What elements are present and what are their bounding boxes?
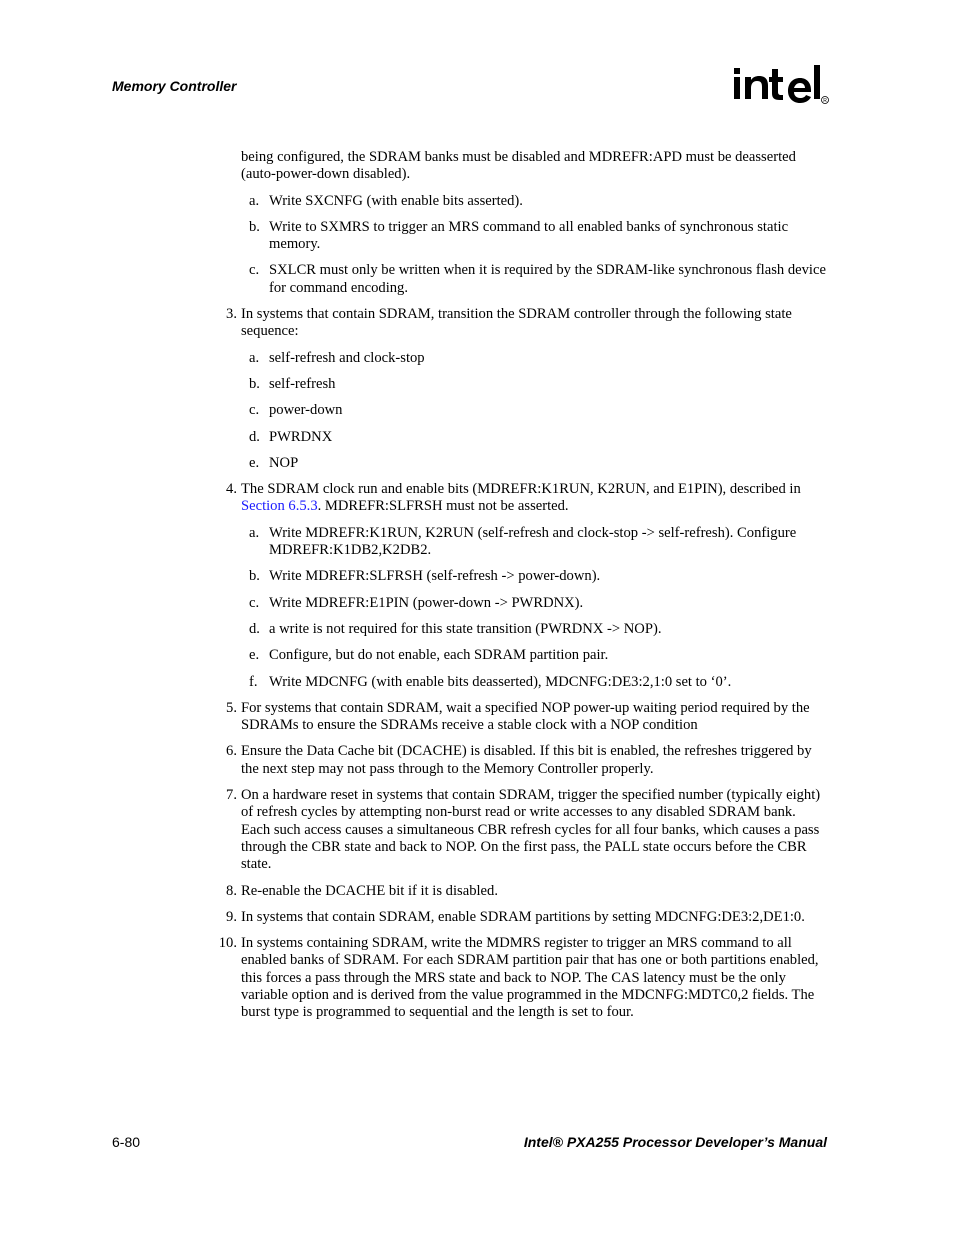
- step-text: On a hardware reset in systems that contain SDRAM, trigger the specified number (typically eight) of refresh cycles by attempting non-burst read or write accesses to any disabled SDRAM bank. Each such access causes a simultaneous CBR refresh cycles for all four banks, which causes a pass through the CBR state and back to NOP. On the first pass, the PALL state occurs before the CBR state.: [241, 787, 821, 873]
- list-item: [112, 219, 828, 254]
- step-9: [112, 909, 828, 926]
- list-label: e.: [249, 454, 260, 471]
- list-text: Configure, but do not enable, each SDRAM partition pair.: [269, 647, 609, 664]
- list-item: [112, 262, 828, 297]
- intro-paragraph: being configured, the SDRAM banks must be disabled and MDREFR:APD must be deasserted (auto-power-down disabled).: [241, 149, 796, 183]
- step-4: [112, 481, 828, 516]
- step-5: [112, 700, 828, 735]
- list-text: a write is not required for this state transition (PWRDNX -> NOP).: [269, 620, 662, 637]
- list-text: Write to SXMRS to trigger an MRS command to all enabled banks of synchronous static memory.: [269, 218, 789, 253]
- svg-text:R: R: [823, 98, 827, 105]
- step-number: 6.: [226, 743, 237, 760]
- intel-logo: [733, 62, 833, 118]
- list-item: [112, 193, 828, 210]
- step-10: [112, 935, 828, 1021]
- list-text: Write MDCNFG (with enable bits deasserted), MDCNFG:DE3:2,1:0 set to ‘0’.: [269, 673, 732, 690]
- step-number: 8.: [226, 882, 237, 899]
- step-text-before: The SDRAM clock run and enable bits (MDREFR:K1RUN, K2RUN, and E1PIN), described in: [241, 481, 801, 498]
- step-number: 9.: [226, 908, 237, 925]
- section-header: Memory Controller: [112, 78, 237, 94]
- list-label: e.: [249, 647, 260, 664]
- list-text: NOP: [269, 454, 299, 471]
- step-text-after: . MDREFR:SLFRSH must not be asserted.: [317, 498, 569, 515]
- list-item: [112, 595, 828, 612]
- list-item: [112, 455, 828, 472]
- list-item: [112, 525, 828, 560]
- page-number: 6-80: [112, 1134, 141, 1150]
- section-link[interactable]: Section 6.5.3: [241, 498, 318, 515]
- list-text: Write MDREFR:SLFRSH (self-refresh -> power-down).: [269, 568, 601, 585]
- list-label: c.: [249, 594, 260, 611]
- step-text: In systems that contain SDRAM, transition the SDRAM controller through the following state sequence:: [241, 306, 792, 340]
- list-item: [112, 621, 828, 638]
- list-label: d.: [249, 428, 260, 445]
- list-item: [112, 402, 828, 419]
- list-label: f.: [249, 673, 258, 690]
- step-text: Ensure the Data Cache bit (DCACHE) is disabled. If this bit is enabled, the refreshes triggered by the next step may not pass through to the Memory Controller properly.: [241, 743, 812, 777]
- list-item: [112, 647, 828, 664]
- list-item: [112, 568, 828, 585]
- step-number: 10.: [218, 935, 237, 952]
- list-label: b.: [249, 218, 260, 235]
- step-text: Re-enable the DCACHE bit if it is disabled.: [241, 882, 498, 899]
- list-text: SXLCR must only be written when it is required by the SDRAM-like synchronous flash device for command encoding.: [269, 262, 826, 296]
- list-label: c.: [249, 262, 260, 279]
- list-text: Write MDREFR:E1PIN (power-down -> PWRDNX).: [269, 594, 584, 611]
- step-8: [112, 883, 828, 900]
- step-7: [112, 787, 828, 873]
- list-item: [112, 429, 828, 446]
- list-text: self-refresh: [269, 375, 336, 392]
- page-body: [112, 149, 828, 1031]
- step-text: In systems that contain SDRAM, enable SDRAM partitions by setting MDCNFG:DE3:2,DE1:0.: [241, 908, 805, 925]
- manual-title: Intel® PXA255 Processor Developer’s Manual: [523, 1134, 827, 1150]
- list-label: b.: [249, 375, 260, 392]
- step-number: 7.: [226, 787, 237, 804]
- list-text: Write MDREFR:K1RUN, K2RUN (self-refresh and clock-stop -> self-refresh). Configure MDREFR:K1DB2,K2DB2.: [269, 524, 797, 559]
- step-text: For systems that contain SDRAM, wait a specified NOP power-up waiting period required by the SDRAMs to ensure the SDRAMs receive a stable clock with a NOP condition: [241, 699, 810, 734]
- step-number: 3.: [226, 306, 237, 323]
- step-3: [112, 306, 828, 341]
- list-label: a.: [249, 524, 260, 541]
- list-text: Write SXCNFG (with enable bits asserted).: [269, 192, 523, 209]
- list-label: b.: [249, 568, 260, 585]
- list-label: a.: [249, 349, 260, 366]
- list-text: self-refresh and clock-stop: [269, 349, 425, 366]
- step-number: 4.: [226, 481, 237, 498]
- list-label: c.: [249, 402, 260, 419]
- list-label: d.: [249, 620, 260, 637]
- step-6: [112, 743, 828, 778]
- list-label: a.: [249, 192, 260, 209]
- list-item: [112, 674, 828, 691]
- step-text: In systems containing SDRAM, write the MDMRS register to trigger an MRS command to all enabled banks of SDRAM. For each SDRAM partition pair that has one or both partitions enabled, this forces a pass through the MRS state and back to NOP. The CAS latency must be the only variable option and is derived from the value programmed in the MDCNFG:MDTC0,2 fields. The burst type is programmed to sequential and the length is set to four.: [241, 935, 819, 1021]
- list-text: PWRDNX: [269, 428, 333, 445]
- list-item: [112, 376, 828, 393]
- list-text: power-down: [269, 402, 343, 419]
- list-item: [112, 350, 828, 367]
- step-number: 5.: [226, 699, 237, 716]
